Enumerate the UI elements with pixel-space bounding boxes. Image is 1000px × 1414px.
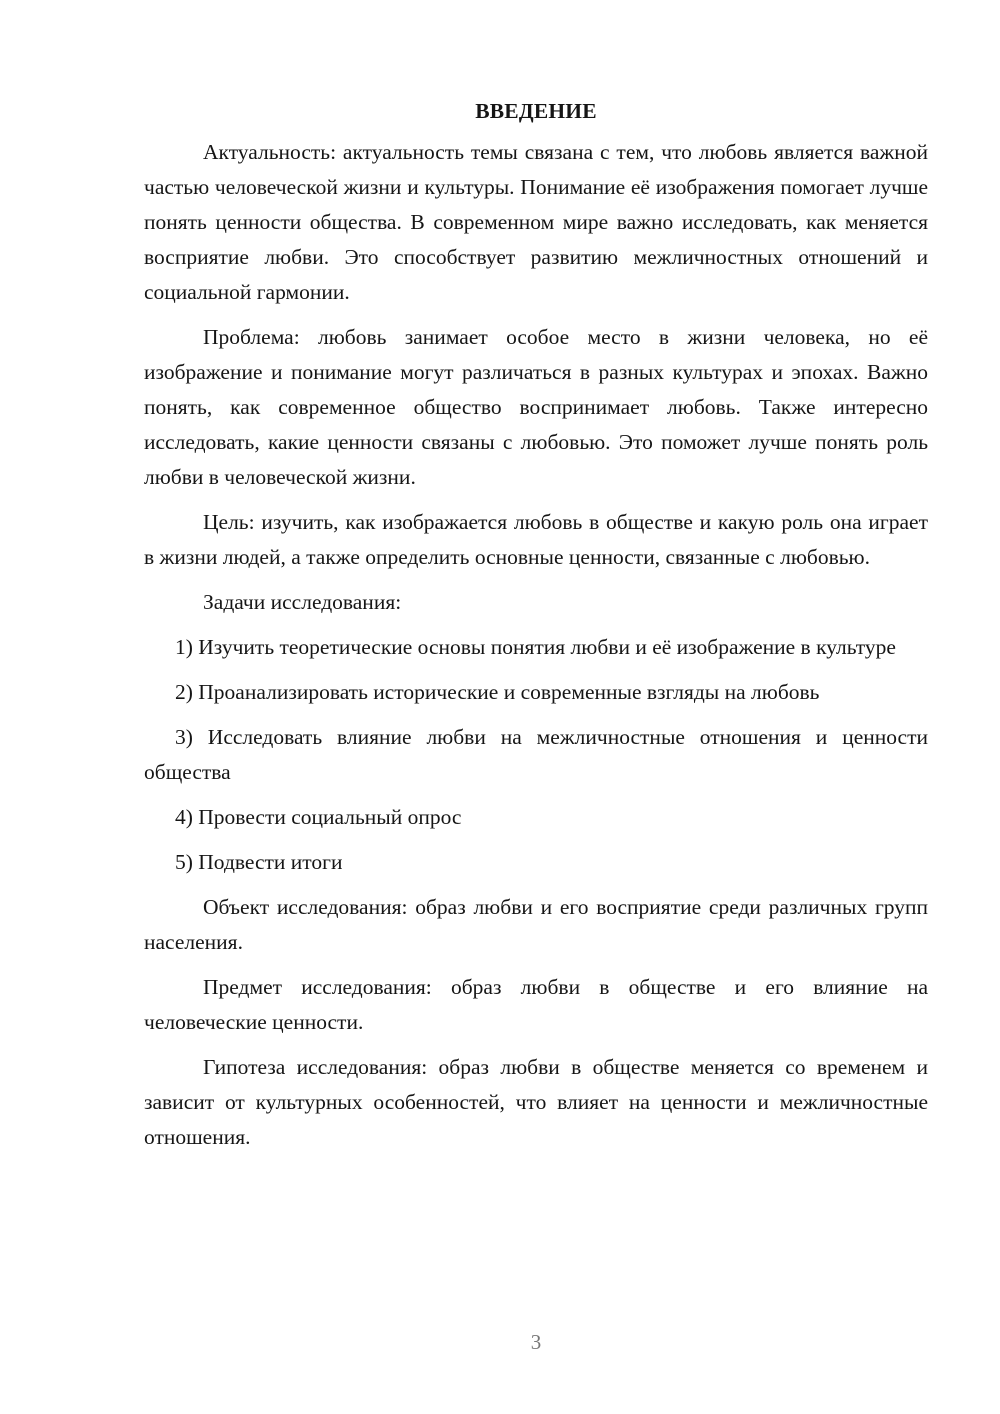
task-item-5: 5) Подвести итоги <box>175 850 343 874</box>
goal-paragraph: Цель: изучить, как изображается любовь в обществе и какую роль она играет в жизни людей, а также определить основные ценности, связанные с любовью. <box>144 510 928 569</box>
tasks-list <box>144 630 928 880</box>
relevance-paragraph: Актуальность: актуальность темы связана с тем, что любовь является важной частью человеческой жизни и культуры. Понимание её изображения помогает лучше понять ценности общества. В современном мире важно исследовать, как меняется восприятие любви. Это способствует развитию межличностных отношений и социальной гармонии. <box>144 140 928 304</box>
hypothesis-paragraph: Гипотеза исследования: образ любви в обществе меняется со временем и зависит от культурных особенностей, что влияет на ценности и межличностные отношения. <box>144 1055 928 1149</box>
task-item-2: 2) Проанализировать исторические и современные взгляды на любовь <box>175 680 820 704</box>
tasks-heading: Задачи исследования: <box>203 590 402 614</box>
page-title: ВВЕДЕНИЕ <box>475 99 597 123</box>
document-body <box>144 94 928 1165</box>
object-paragraph: Объект исследования: образ любви и его восприятие среди различных групп населения. <box>144 895 928 954</box>
subject-paragraph: Предмет исследования: образ любви в обществе и его влияние на человеческие ценности. <box>144 975 928 1034</box>
page-number: 3 <box>530 1330 542 1354</box>
problem-paragraph: Проблема: любовь занимает особое место в жизни человека, но её изображение и понимание могут различаться в разных культурах и эпохах. Важно понять, как современное общество воспринимает любовь. Также интересно исследовать, какие ценности связаны с любовью. Это поможет лучше понять роль любви в человеческой жизни. <box>144 325 928 489</box>
task-item-4: 4) Провести социальный опрос <box>175 805 462 829</box>
task-item-3: 3) Исследовать влияние любви на межличностные отношения и ценности общества <box>144 725 928 784</box>
task-item-1: 1) Изучить теоретические основы понятия любви и её изображение в культуре <box>175 635 896 659</box>
